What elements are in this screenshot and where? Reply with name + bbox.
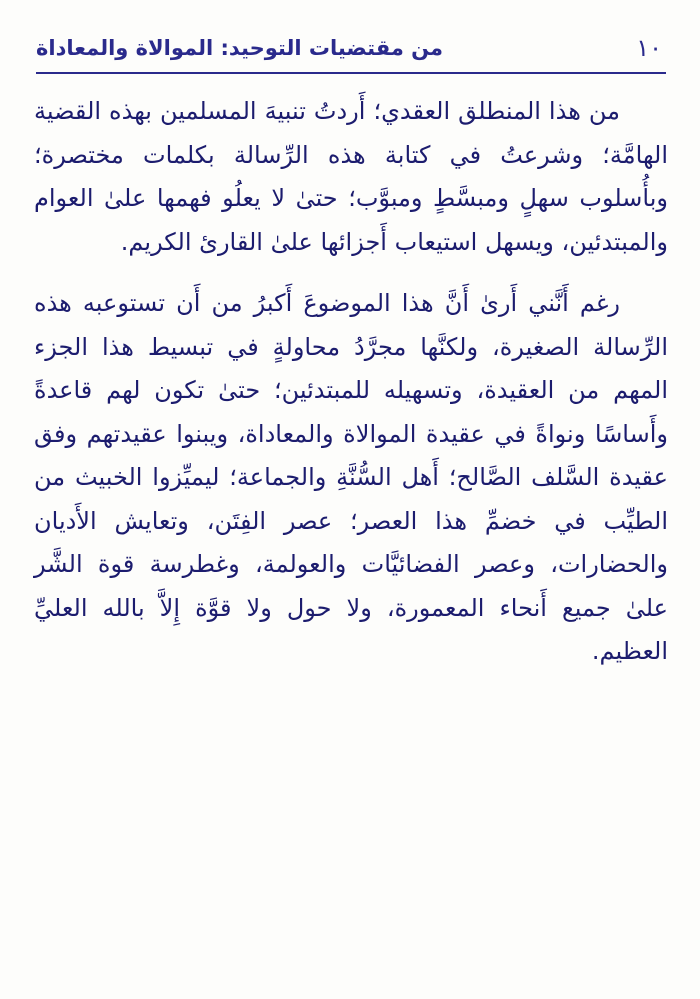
running-title: من مقتضيات التوحيد: الموالاة والمعاداة (36, 36, 444, 60)
page-number: ١٠ (636, 34, 662, 62)
paragraph-1: من هذا المنطلق العقدي؛ أَردتُ تنبيهَ المسلمين بهذه القضية الهامَّة؛ وشرعتُ في كتابة هذه الرِّسالة بكلمات مختصرة؛ وبأُسلوب سهلٍ ومبسَّطٍ ومبوَّب؛ حتىٰ لا يعلُو فهمها علىٰ العوام والمبتدئين، ويسهل استيعاب أَجزائها علىٰ القارئ الكريم. (34, 97, 668, 256)
page-header (36, 30, 666, 70)
header-divider (36, 72, 666, 74)
paragraph-2: رغم أَنَّني أَرىٰ أَنَّ هذا الموضوعَ أَكبرُ من أَن تستوعبه هذه الرِّسالة الصغيرة، ولكنَّها مجرَّدُ محاولةٍ في تبسيط هذا الجزء المهم من العقيدة، وتسهيله للمبتدئين؛ حتىٰ تكون لهم قاعدةً وأَساسًا ونواةً في عقيدة الموالاة والمعاداة، ويبنوا عقيدتهم وفق عقيدة السَّلف الصَّالح؛ أَهل السُّنَّةِ والجماعة؛ ليميِّزوا الخبيث من الطيِّب في خضمِّ هذا العصر؛ عصر الفِتَن، وتعايش الأَديان والحضارات، وعصر الفضائيَّات والعولمة، وغطرسة قوة الشَّر علىٰ جميع أَنحاء المعمورة، ولا حول ولا قوَّة إِلاَّ بالله العليِّ العظيم. (34, 289, 668, 665)
body-text (34, 90, 668, 692)
